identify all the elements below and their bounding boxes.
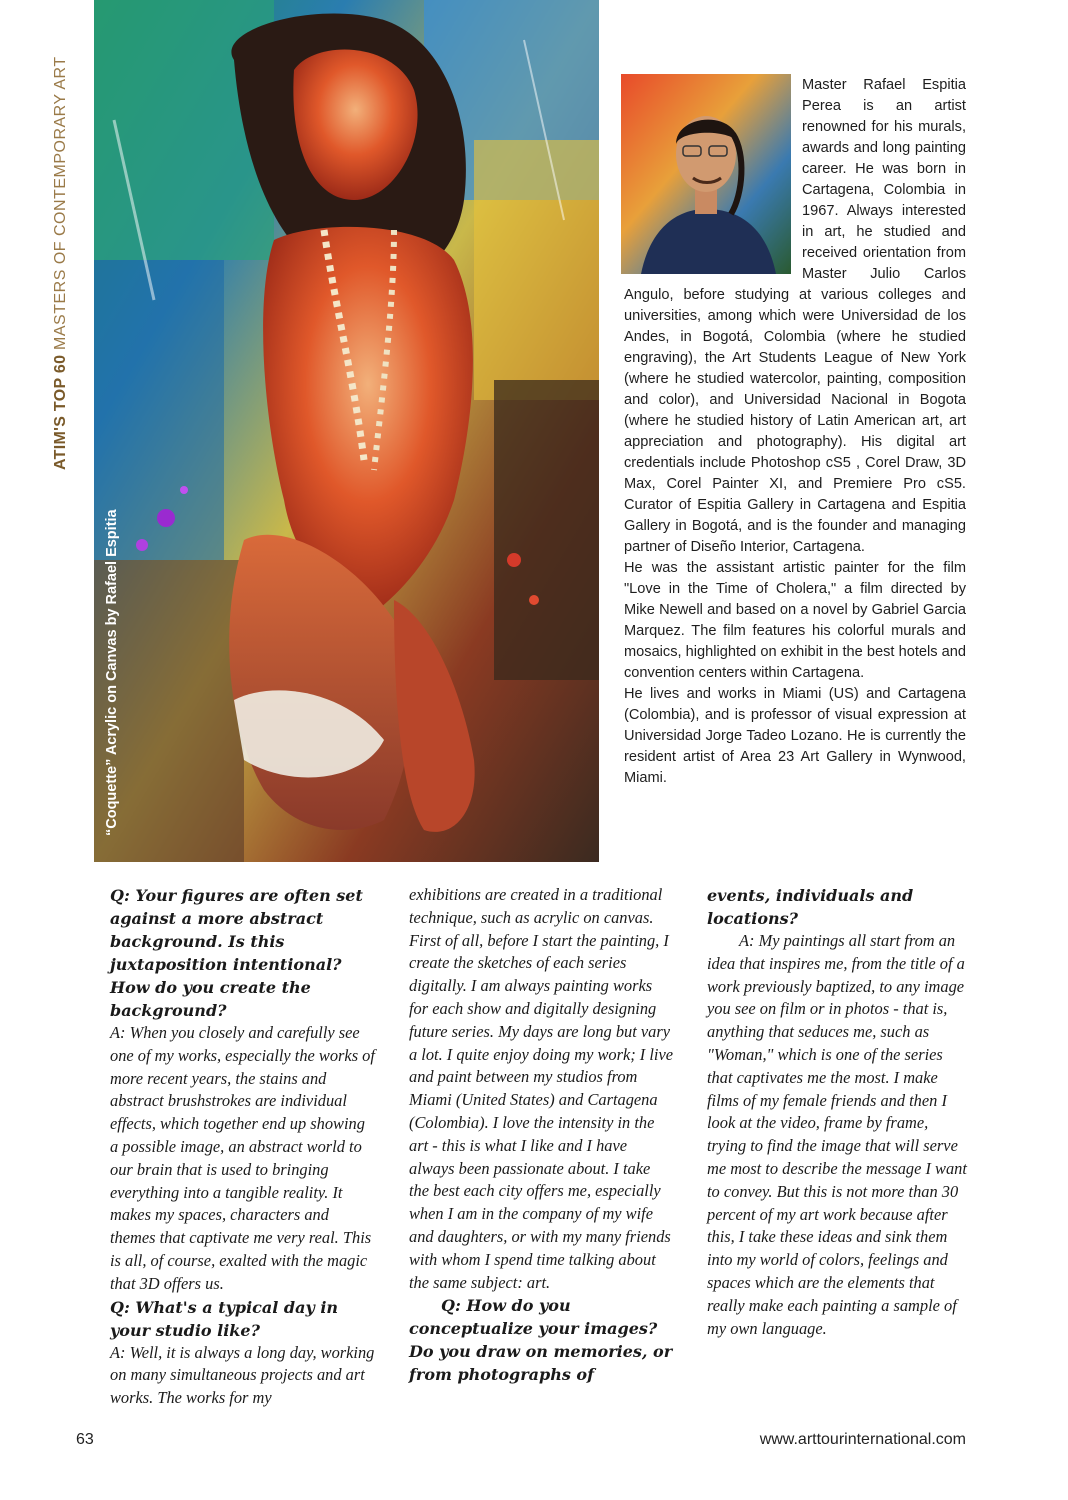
answer-3: A: My paintings all start from an idea that inspires me, from the title of a work previously baptized, to any image you see on film or in photos - that is, anything that seduces me, such as "Woman," which is one of the series that captivates me the most. I make films of my female friends and then I look at the video, frame by frame, trying to find the image that will serve me most to describe the message I want to convey. But this is not more than 30 percent of my art work because after this, I take these ideas and sink them into my world of colors, feelings and spaces which are the elements that really make each painting a sample of my own language.	[707, 931, 967, 1338]
painting-coquette	[94, 0, 599, 862]
answer-1: A: When you closely and carefully see one of my works, especially the works of more recent years, the stains and abstract brushstrokes are individual effects, which together end up showing a possible image, an abstract world to our brain that is used to bringing everything into a tangible reality. It makes my spaces, characters and themes that captivate me very real. This is all, of course, exalted with the magic that 3D offers us.	[110, 1023, 375, 1293]
website-url[interactable]: www.arttourinternational.com	[759, 1431, 966, 1448]
answer-2-continued: exhibitions are created in a traditional technique, such as acrylic on canvas. First of all, before I start the painting, I create the sketches of each series digitally. I am always painting works for each show and digitally designing future series. My days are long but vary a lot. I quite enjoy doing my work; I live and paint between my studios from Miami (United States) and Cartagena (Colombia). I love the intensity in the art - this is what I like and I have always been passionate about. I take the best each city offers me, especially when I am in the company of my wife and daughters, or with my many friends with whom I spend time talking about the same subject: art.	[409, 885, 674, 1292]
page-number: 63	[76, 1431, 94, 1448]
question-3-continued: events, individuals and locations?	[707, 886, 914, 928]
section-heading-light: MASTERS OF CONTEMPORARY ART	[52, 56, 69, 350]
bio-paragraph-1: Master Rafael Espitia Perea is an artist renowned for his murals, awards and long painting career. He was born in Cartagena, Colombia in 1967. Always interested in art, he studied and received orientation from Master Julio Carlos Angulo, before studying at various colleges and universities, among which were Universidad de los Andes, in Bogotá, Colombia (where he studied engraving), the Art Students League of New York (where he studied watercolor, painting, composition and color), and Universidad Nacional in Bogota (where he studied history of Latin American art, art appreciation and photography). His digital art credentials include Photoshop cS5 , Corel Draw, 3D Max, Corel Painter XI, and Premiere Pro cS5. Curator of Espitia Gallery in Cartagena and Espitia Gallery in Bogotá, and is the founder and managing partner of Diseño Interior, Cartagena.	[624, 77, 966, 555]
question-2: Q: What's a typical day in your studio like?	[110, 1297, 339, 1340]
section-heading-bold: ATIM'S TOP 60	[52, 354, 69, 470]
bio-paragraph-3: He lives and works in Miami (US) and Cartagena (Colombia), and is professor of visual expression at Universidad Jorge Tadeo Lozano. He is currently the resident artist of Area 23 Art Gallery in Wynwood, Miami.	[624, 686, 966, 786]
interview-column-3	[707, 884, 969, 1340]
interview-column-1	[110, 884, 376, 1410]
question-3-start: Q: How do you conceptualize your images? Do you draw on memories, or from photographs of	[409, 1296, 673, 1385]
portrait-spacer	[624, 75, 802, 285]
question-1: Q: Your figures are often set against a more abstract background. Is this juxtaposition intentional? How do you create the background?	[110, 886, 363, 1020]
painting-caption: “Coquette” Acrylic on Canvas by Rafael Espitia	[104, 509, 120, 836]
section-heading	[52, 56, 70, 470]
answer-2-start: A: Well, it is always a long day, working on many simultaneous projects and art works. The works for my	[110, 1342, 375, 1408]
artist-biography	[624, 75, 966, 789]
painting-artwork	[94, 0, 599, 862]
bio-paragraph-2: He was the assistant artistic painter for the film "Love in the Time of Cholera," a film directed by Mike Newell and based on a novel by Gabriel Garcia Marquez. The film features his colorful murals and mosaics, highlighted on exhibit in the best hotels and convention centers within Cartagena.	[624, 560, 966, 681]
interview-column-2	[409, 884, 673, 1386]
